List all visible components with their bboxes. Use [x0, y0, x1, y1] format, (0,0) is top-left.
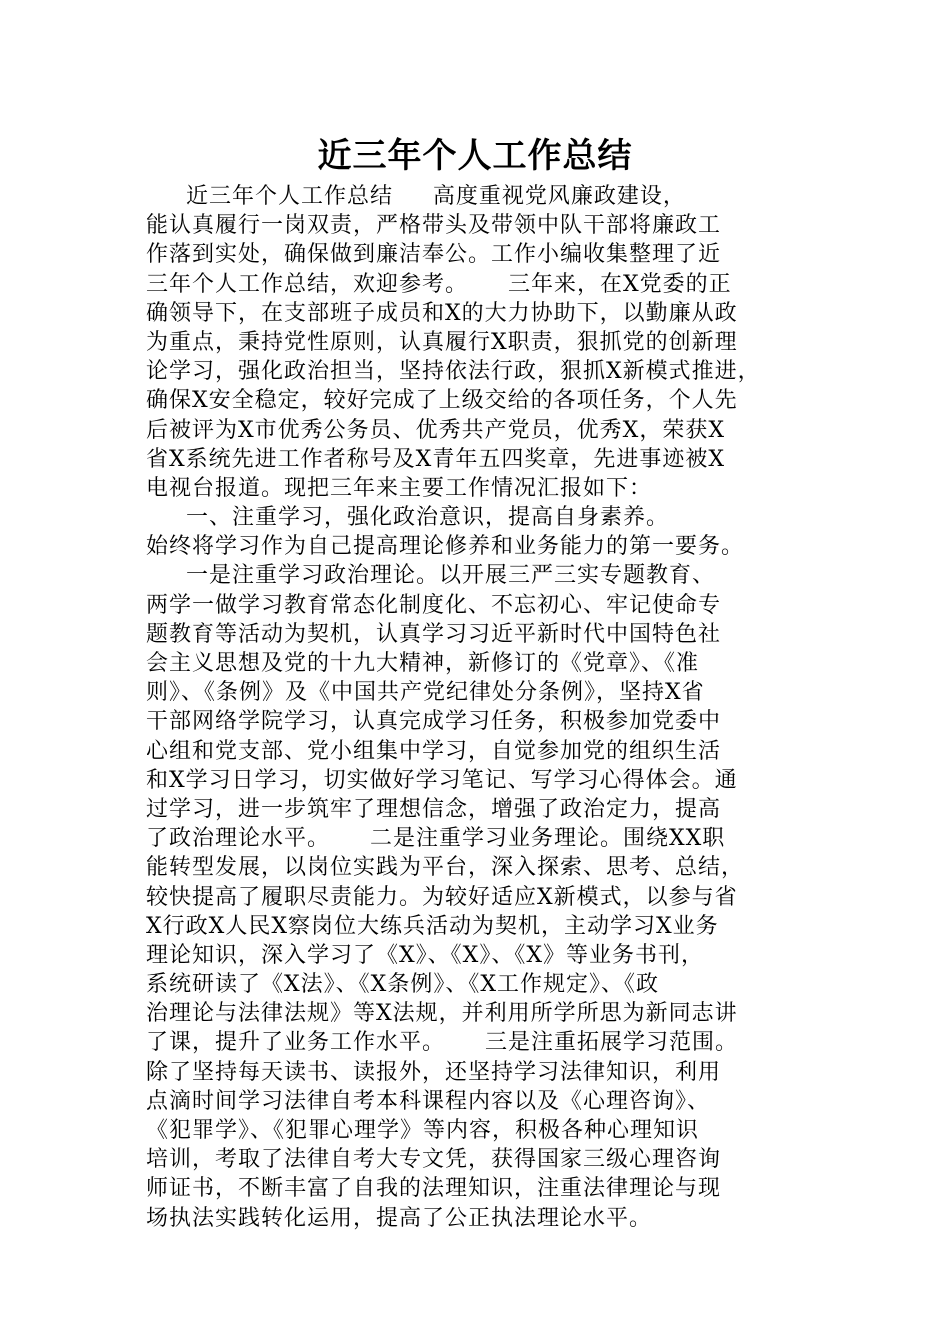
text-line: 师证书，不断丰富了自我的法理知识，注重法律理论与现: [146, 1176, 722, 1202]
text-line: 近三年个人工作总结 高度重视党风廉政建设，: [146, 184, 686, 209]
document-title: 近三年个人工作总结: [317, 136, 633, 176]
text-line: 场执法实践转化运用，提高了公正执法理论水平。: [146, 1205, 653, 1231]
text-line: 论学习，强化政治担当，坚持依法行政，狠抓X新模式推进，: [146, 359, 761, 385]
text-line: 能转型发展，以岗位实践为平台，深入探索、思考、总结，: [146, 855, 745, 881]
text-line: 作落到实处，确保做到廉洁奉公。工作小编收集整理了近: [146, 242, 722, 268]
text-line: 能认真履行一岗双责，严格带头及带领中队干部将廉政工: [146, 213, 722, 239]
text-line: 确领导下，在支部班子成员和X的大力协助下，以勤廉从政: [146, 300, 738, 326]
text-line: 两学一做学习教育常态化制度化、不忘初心、牢记使命专: [146, 592, 722, 618]
text-line: 一是注重学习政治理论。以开展三严三实专题教育、: [146, 563, 715, 589]
text-line: 和X学习日学习，切实做好学习笔记、写学习心得体会。通: [146, 767, 738, 793]
text-line: 培训，考取了法律自考大专文凭，获得国家三级心理咨询: [146, 1147, 722, 1173]
text-line: 过学习，进一步筑牢了理想信念，增强了政治定力，提高: [146, 796, 722, 822]
document-body: [146, 182, 826, 1233]
text-line: 系统研读了《X法》、《X条例》、《X工作规定》、《政: [146, 972, 659, 998]
text-line: 题教育等活动为契机，认真学习习近平新时代中国特色社: [146, 621, 722, 647]
text-line: 始终将学习作为自己提高理论修养和业务能力的第一要务。: [146, 534, 745, 560]
text-line: 为重点，秉持党性原则，认真履行X职责，狠抓党的创新理: [146, 329, 738, 355]
text-line: 理论知识，深入学习了《X》、《X》、《X》等业务书刊，: [146, 942, 704, 968]
text-line: 心组和党支部、党小组集中学习，自觉参加党的组织生活: [146, 738, 722, 764]
text-line: 电视台报道。现把三年来主要工作情况汇报如下：: [146, 475, 653, 501]
text-line: 了课，提升了业务工作水平。 三是注重拓展学习范围。: [146, 1030, 738, 1056]
text-line: 了政治理论水平。 二是注重学习业务理论。围绕XX职: [146, 826, 726, 852]
text-line: 《犯罪学》、《犯罪心理学》等内容，积极各种心理知识: [146, 1118, 700, 1143]
text-line: X行政X人民X察岗位大练兵活动为契机，主动学习X业务: [146, 913, 719, 939]
text-line: 一、注重学习，强化政治意识，提高自身素养。: [146, 505, 669, 531]
text-line: 三年个人工作总结，欢迎参考。 三年来，在X党委的正: [146, 271, 732, 297]
text-line: 治理论与法律法规》等X法规，并利用所学所思为新同志讲: [146, 1001, 738, 1027]
text-line: 会主义思想及党的十九大精神，新修订的《党章》、《准: [146, 651, 700, 676]
text-line: 确保X安全稳定，较好完成了上级交给的各项任务，个人先: [146, 388, 738, 414]
text-line: 后被评为X市优秀公务员、优秀共产党员，优秀X，荣获X: [146, 417, 725, 443]
text-line: 除了坚持每天读书、读报外，还坚持学习法律知识，利用: [146, 1059, 722, 1085]
text-line: 省X系统先进工作者称号及X青年五四奖章，先进事迹被X: [146, 446, 725, 472]
text-line: 点滴时间学习法律自考本科课程内容以及《心理咨询》、: [146, 1088, 711, 1114]
text-line: 则》、《条例》及《中国共产党纪律处分条例》，坚持X省: [146, 680, 705, 706]
text-line: 干部网络学院学习，认真完成学习任务，积极参加党委中: [146, 709, 722, 735]
text-line: 较快提高了履职尽责能力。为较好适应X新模式，以参与省: [146, 884, 738, 910]
